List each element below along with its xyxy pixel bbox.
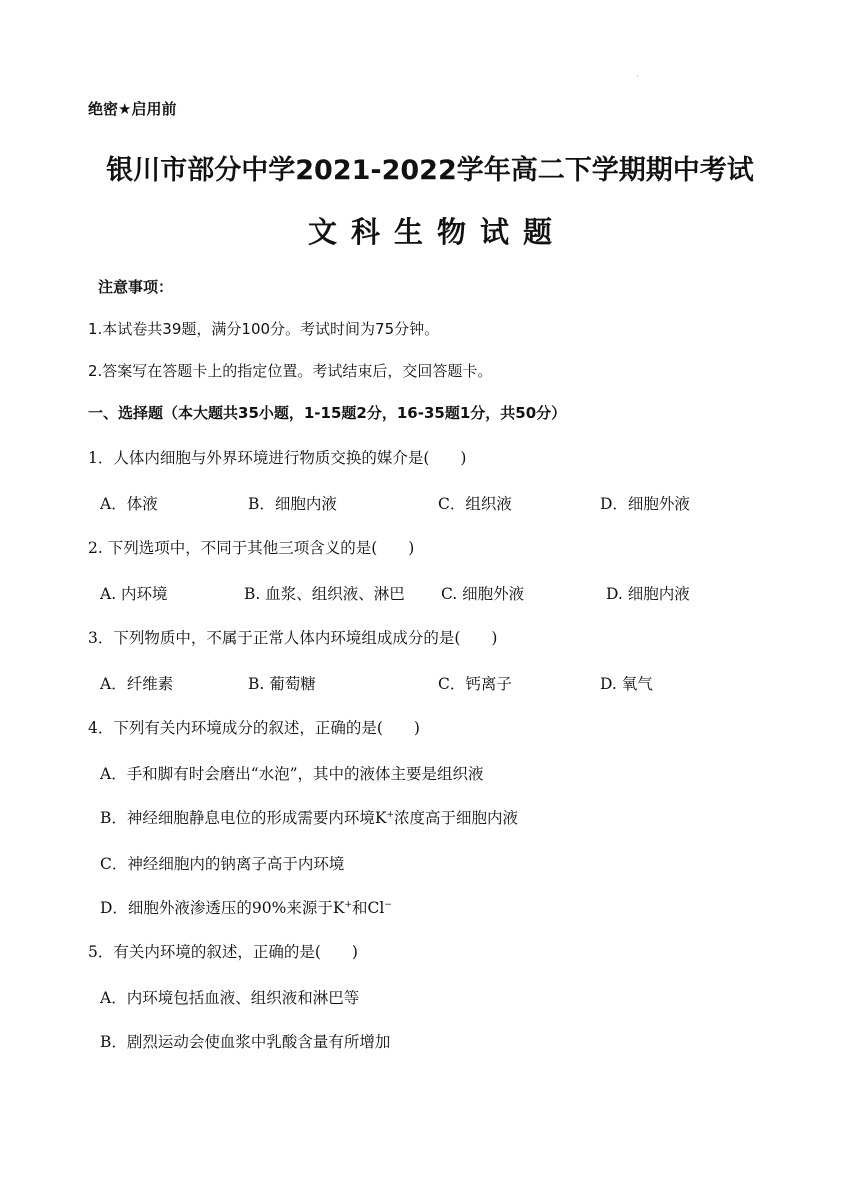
question-5-stem: 5．有关内环境的叙述，正确的是( ): [88, 943, 358, 961]
question-2-option-b: B. 血浆、组织液、淋巴: [244, 585, 405, 603]
chloride-superscript: −: [384, 899, 392, 910]
notice-heading: 注意事项：: [98, 278, 174, 296]
question-3-option-a: A．纤维素: [100, 675, 174, 693]
question-3-option-c: C．钙离子: [438, 675, 512, 693]
exam-title: 银川市部分中学2021-2022学年高二下学期期中考试: [106, 155, 754, 186]
question-1-option-b: B．细胞内液: [248, 495, 337, 513]
question-3-stem: 3．下列物质中，不属于正常人体内环境组成成分的是( ): [88, 629, 498, 647]
question-3-option-d: D. 氧气: [600, 675, 653, 693]
question-1-stem: 1．人体内细胞与外界环境进行物质交换的媒介是( ): [88, 449, 467, 467]
notice-item-2: 2.答案写在答题卡上的指定位置。考试结束后，交回答题卡。: [88, 362, 493, 380]
question-2-option-d: D. 细胞内液: [606, 585, 690, 603]
question-1-option-c: C．组织液: [438, 495, 512, 513]
question-2-stem: 2. 下列选项中，不同于其他三项含义的是( ): [88, 539, 415, 557]
question-4-option-d-text: D．细胞外液渗透压的90%来源于K: [100, 899, 345, 917]
question-2-option-a: A. 内环境: [100, 585, 168, 603]
secret-label: 绝密★启用前: [88, 100, 177, 118]
question-1-option-a: A．体液: [100, 495, 158, 513]
scan-dot: ·: [636, 72, 639, 81]
question-4-option-c: C．神经细胞内的钠离子高于内环境: [100, 855, 345, 873]
question-5-option-a: A．内环境包括血液、组织液和淋巴等: [100, 989, 360, 1007]
notice-item-1: 1.本试卷共39题，满分100分。考试时间为75分钟。: [88, 320, 440, 338]
section-heading: 一、选择题（本大题共35小题，1-15题2分，16-35题1分，共50分）: [88, 404, 567, 422]
question-4-stem: 4．下列有关内环境成分的叙述，正确的是( ): [88, 719, 420, 737]
subject-title: 文科生物试题: [307, 215, 566, 249]
question-4-option-b: [100, 806, 518, 828]
question-4-option-d-tail: 和Cl: [352, 899, 385, 917]
question-4-option-a: A．手和脚有时会磨出“水泡”，其中的液体主要是组织液: [100, 765, 484, 783]
question-4-option-b-tail: 浓度高于细胞内液: [394, 809, 519, 827]
question-1-option-d: D．细胞外液: [600, 495, 690, 513]
potassium-superscript-2: +: [344, 899, 353, 910]
question-3-option-b: B. 葡萄糖: [248, 675, 316, 693]
question-4-option-b-text: B．神经细胞静息电位的形成需要内环境K: [100, 809, 387, 827]
question-4-option-d: [100, 896, 392, 918]
question-2-option-c: C. 细胞外液: [441, 585, 525, 603]
potassium-superscript: +: [386, 809, 395, 820]
question-5-option-b: B．剧烈运动会使血浆中乳酸含量有所增加: [100, 1033, 391, 1051]
